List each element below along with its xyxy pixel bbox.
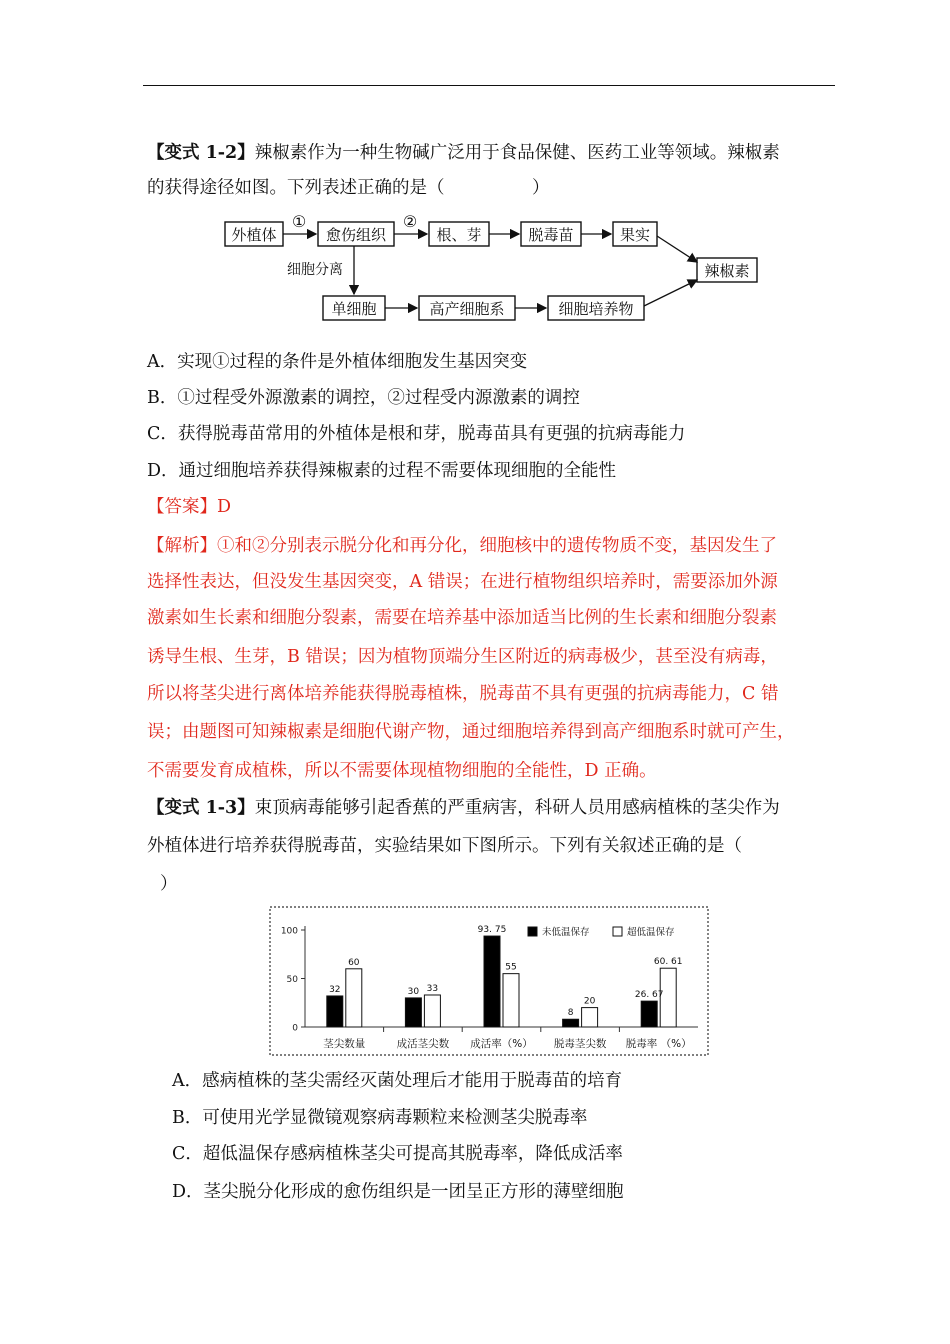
analysis-line-4: 诱导生根、生芽，B 错误；因为植物顶端分生区附近的病毒极少，甚至没有病毒，	[147, 647, 778, 667]
y-tick-label: 100	[280, 926, 298, 937]
q12-stem-line2: 的获得途径如图。下列表述正确的是（ ）	[147, 178, 550, 198]
bar-cryo	[346, 969, 362, 1027]
data-label: 33	[426, 983, 439, 994]
data-label: 26. 67	[634, 990, 664, 1001]
analysis-line-3: 激素如生长素和细胞分裂素，需要在培养基中添加适当比例的生长素和细胞分裂素	[147, 608, 777, 628]
bar-cryo	[582, 1008, 598, 1027]
analysis-line-5: 所以将茎尖进行离体培养能获得脱毒植株，脱毒苗不具有更强的抗病毒能力，C 错	[147, 684, 779, 704]
y-tick-label: 50	[286, 975, 298, 985]
bar-untreated	[405, 998, 421, 1027]
bar-untreated	[327, 996, 343, 1027]
data-label: 60	[348, 957, 360, 968]
x-tick-label: 脱毒率 （%）	[625, 1038, 692, 1050]
bar-untreated	[641, 1001, 657, 1027]
q13-option-a: A．感病植株的茎尖需经灭菌处理后才能用于脱毒苗的培育	[172, 1071, 623, 1091]
q13-option-c: C．超低温保存感病植株茎尖可提高其脱毒率，降低成活率	[172, 1144, 623, 1164]
analysis-line-6: 误；由题图可知辣椒素是细胞代谢产物，通过细胞培养得到高产细胞系时就可产生，	[147, 722, 795, 742]
x-tick-label: 成活茎尖数	[396, 1038, 450, 1050]
step2-label: ②	[402, 212, 418, 231]
node-fruit: 果实	[619, 226, 651, 244]
legend-swatch	[613, 927, 622, 936]
q12-option-b: B．①过程受外源激素的调控，②过程受内源激素的调控	[147, 388, 580, 408]
node-high-yield: 高产细胞系	[429, 300, 505, 318]
data-label: 32	[329, 984, 341, 995]
analysis-line-1: 【解析】①和②分别表示脱分化和再分化，细胞核中的遗传物质不变，基因发生了	[147, 536, 777, 556]
bar-cryo	[424, 995, 440, 1027]
node-virus-free: 脱毒苗	[528, 226, 574, 244]
q13-option-b: B．可使用光学显微镜观察病毒颗粒来检测茎尖脱毒率	[172, 1108, 588, 1128]
virus-free-bar-chart	[268, 905, 710, 1057]
data-label: 55	[505, 962, 517, 973]
q12-answer: 【答案】D	[147, 497, 232, 517]
q12-flow-diagram	[215, 210, 765, 330]
x-tick-label: 脱毒茎尖数	[553, 1038, 607, 1050]
data-label: 30	[407, 986, 420, 997]
q12-option-a: A．实现①过程的条件是外植体细胞发生基因突变	[147, 352, 528, 372]
data-label: 8	[567, 1008, 574, 1019]
q13-stem-line1	[147, 796, 780, 820]
node-explant: 外植体	[231, 226, 277, 244]
analysis-line-2: 选择性表达，但没发生基因突变，A 错误；在进行植物组织培养时，需要添加外源	[147, 572, 778, 592]
q12-stem-text1: 辣椒素作为一种生物碱广泛用于食品保健、医药工业等领域。辣椒素	[254, 143, 780, 163]
q12-option-c: C．获得脱毒苗常用的外植体是根和芽，脱毒苗具有更强的抗病毒能力	[147, 424, 686, 444]
q13-stem-line2: 外植体进行培养获得脱毒苗，实验结果如下图所示。下列有关叙述正确的是（	[147, 836, 742, 856]
q13-tag: 【变式 1-3】	[147, 798, 255, 818]
arrow-fruit-capsaicin	[657, 236, 697, 262]
q13-option-d: D．茎尖脱分化形成的愈伤组织是一团呈正方形的薄壁细胞	[172, 1182, 624, 1202]
data-label: 60. 61	[653, 957, 683, 968]
q12-stem-line1	[147, 141, 780, 165]
node-single-cell: 单细胞	[331, 300, 377, 318]
bar-cryo	[503, 974, 519, 1027]
analysis-line-7: 不需要发育成植株，所以不需要体现植物细胞的全能性，D 正确。	[147, 761, 657, 781]
node-root-bud: 根、芽	[436, 226, 482, 244]
q13-stem-line3: ）	[160, 874, 178, 894]
bar-untreated	[484, 936, 500, 1027]
q12-option-d: D．通过细胞培养获得辣椒素的过程不需要体现细胞的全能性	[147, 461, 617, 481]
step1-label: ①	[291, 212, 307, 231]
data-label: 20	[583, 996, 596, 1007]
arrow-culture-capsaicin	[644, 280, 697, 306]
header-rule	[143, 85, 835, 86]
separation-label: 细胞分离	[287, 262, 343, 278]
x-tick-label: 成活率（%）	[470, 1038, 533, 1050]
x-tick-label: 茎尖数量	[323, 1038, 366, 1050]
legend-label: 超低温保存	[627, 927, 675, 938]
node-callus: 愈伤组织	[325, 226, 387, 244]
node-culture: 细胞培养物	[558, 300, 634, 318]
node-capsaicin: 辣椒素	[704, 262, 750, 280]
q13-stem-text1: 束顶病毒能够引起香蕉的严重病害，科研人员用感病植株的茎尖作为	[254, 798, 780, 818]
bar-untreated	[563, 1019, 579, 1027]
data-label: 93. 75	[477, 925, 507, 936]
q12-tag: 【变式 1-2】	[147, 143, 255, 163]
legend-swatch	[528, 927, 537, 936]
legend-label: 未低温保存	[542, 927, 590, 938]
y-tick-label: 0	[292, 1023, 298, 1034]
